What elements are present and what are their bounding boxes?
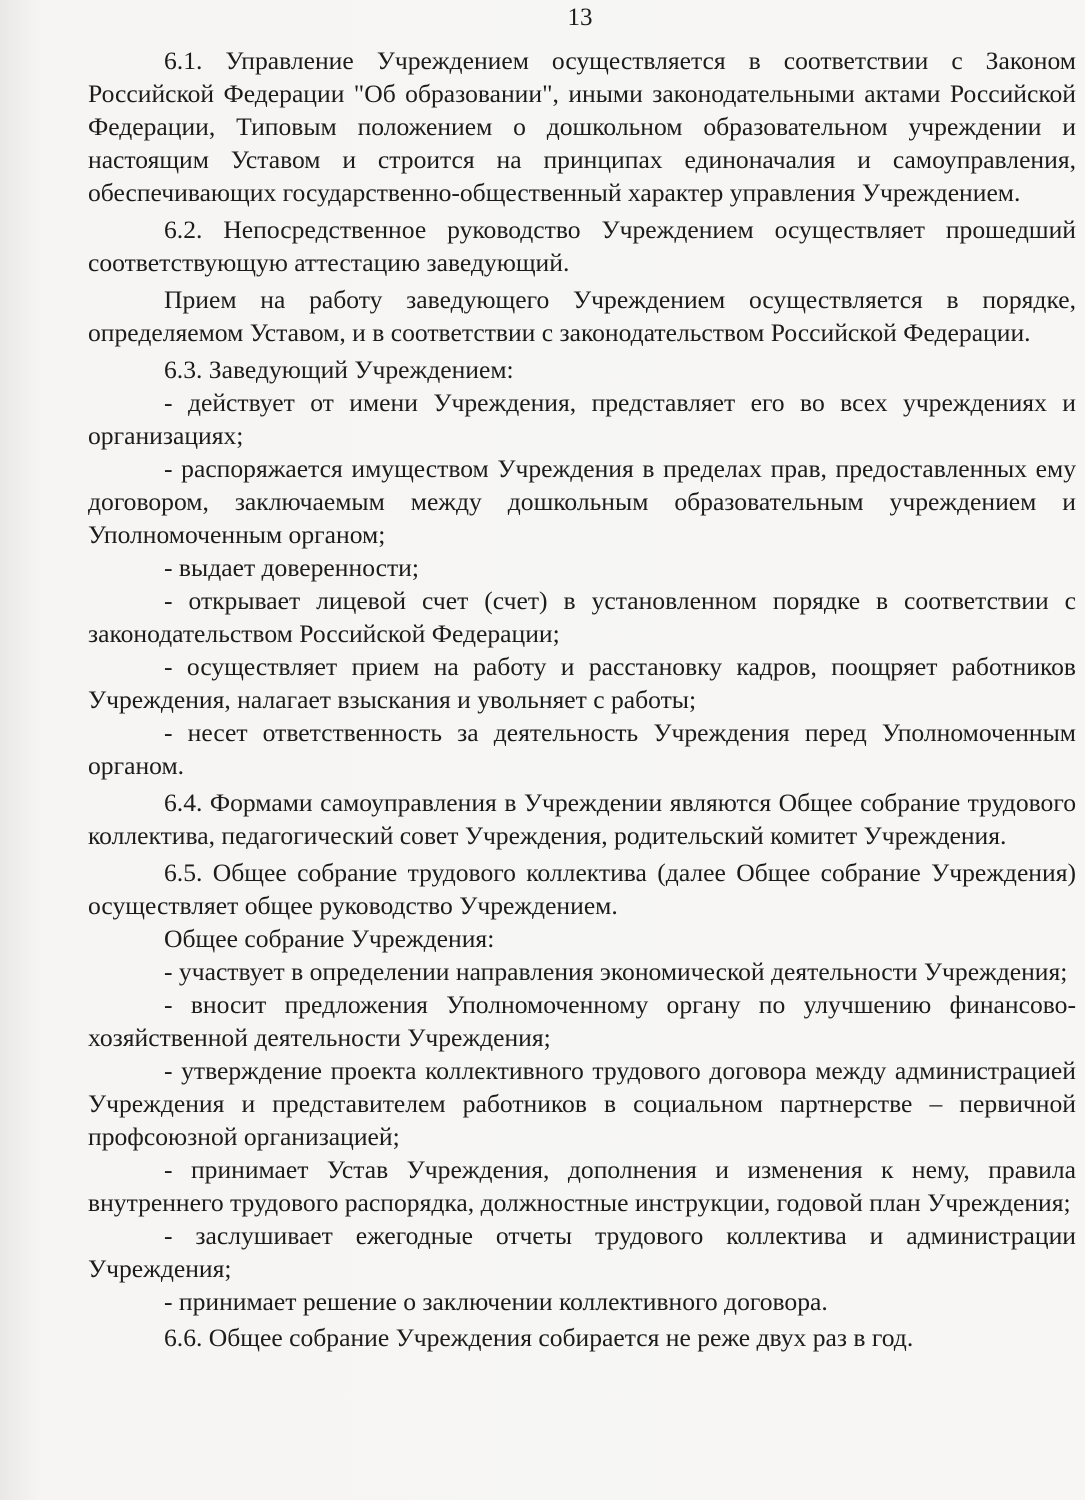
paragraph-6-5: 6.5. Общее собрание трудового коллектива (далее Общее собрание Учреждения) осуществляет общее руководство Учреждением.: [88, 858, 1076, 920]
paragraph-hiring: Прием на работу заведующего Учреждением осуществляется в порядке, определяемом Уставом, и в соответствии с законодательством Российской Федерации.: [88, 285, 1076, 347]
paragraph-6-4: 6.4. Формами самоуправления в Учреждении являются Общее собрание трудового коллектива, педагогический совет Учреждения, родительский комитет Учреждения.: [88, 788, 1076, 850]
paragraph-6-2: 6.2. Непосредственное руководство Учреждением осуществляет прошедший соответствующую аттестацию заведующий.: [88, 215, 1076, 277]
list-item: - утверждение проекта коллективного трудового договора между администрацией Учреждения и представителем работников в социальном партнерстве – первичной профсоюзной организацией;: [88, 1056, 1076, 1151]
list-item: - вносит предложения Уполномоченному органу по улучшению финансово-хозяйственной деятельности Учреждения;: [88, 990, 1076, 1052]
page-number: 13: [567, 4, 593, 31]
paragraph-6-1: 6.1. Управление Учреждением осуществляется в соответствии с Законом Российской Федерации "Об образовании", иными законодательными актами Российской Федерации, Типовым положением о дошкольном образовательном учреждении и настоящим Уставом и строится на принципах единоначалия и самоуправления, обеспечивающих государственно-общественный характер управления Учреждением.: [88, 46, 1076, 207]
list-item: - открывает лицевой счет (счет) в установленном порядке в соответствии с законодательством Российской Федерации;: [88, 586, 1076, 648]
list-item: - распоряжается имуществом Учреждения в пределах прав, предоставленных ему договором, заключаемым между дошкольным образовательным учреждением и Уполномоченным органом;: [88, 454, 1076, 549]
list-item: - выдает доверенности;: [164, 553, 419, 582]
list-item: - заслушивает ежегодные отчеты трудового коллектива и администрации Учреждения;: [88, 1221, 1076, 1283]
list-item: - осуществляет прием на работу и расстановку кадров, поощряет работников Учреждения, налагает взыскания и увольняет с работы;: [88, 652, 1076, 714]
list-item: - принимает Устав Учреждения, дополнения и изменения к нему, правила внутреннего трудового распорядка, должностные инструкции, годовой план Учреждения;: [88, 1155, 1076, 1217]
paragraph-6-6: 6.6. Общее собрание Учреждения собирается не реже двух раз в год.: [164, 1323, 914, 1352]
paragraph-general-meeting: Общее собрание Учреждения:: [164, 924, 495, 953]
list-item: - действует от имени Учреждения, представляет его во всех учреждениях и организациях;: [88, 388, 1076, 450]
list-item: - участвует в определении направления экономической деятельности Учреждения;: [164, 957, 1068, 986]
paragraph-6-3: 6.3. Заведующий Учреждением:: [164, 355, 514, 384]
list-item: - несет ответственность за деятельность Учреждения перед Уполномоченным органом.: [88, 718, 1076, 780]
list-item: - принимает решение о заключении коллективного договора.: [164, 1287, 828, 1316]
document-body: [88, 44, 1076, 1354]
